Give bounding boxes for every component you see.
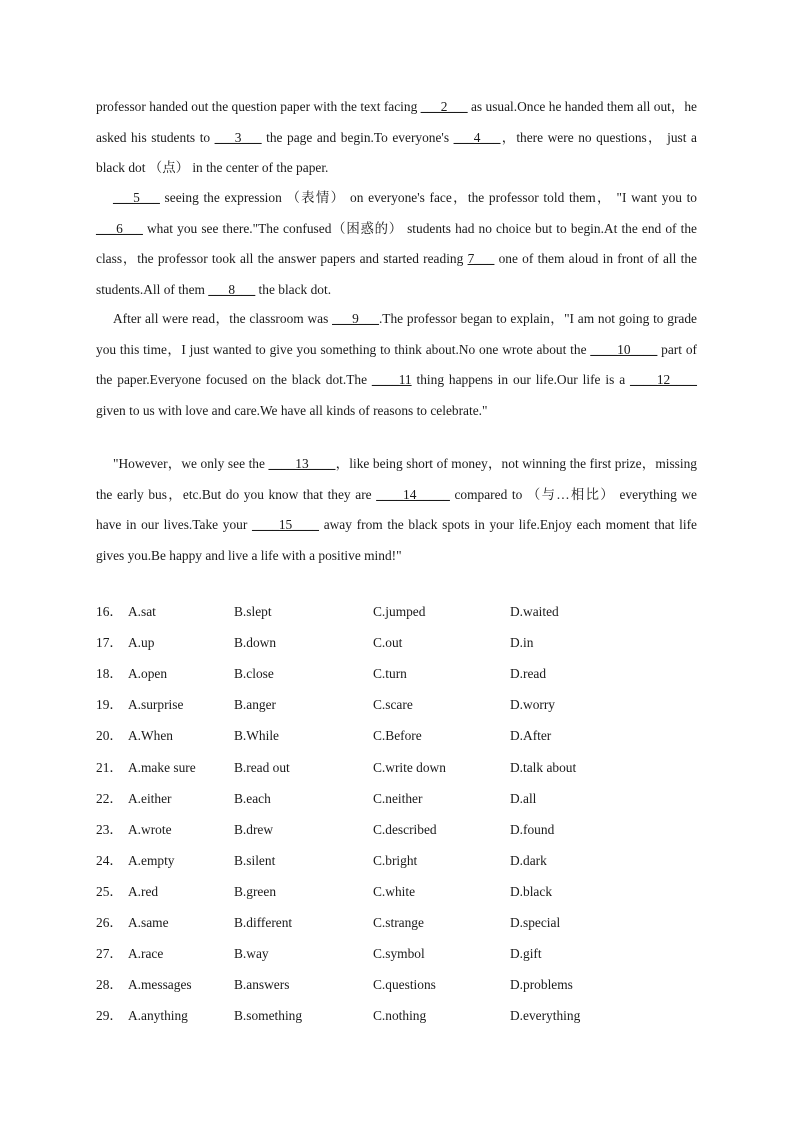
option-d: D.After bbox=[510, 728, 552, 744]
passage-text: ，like being short of money，not winning the first prize，missing the early bus，etc.But do you know that they are bbox=[96, 456, 697, 502]
passage-text: .The professor began to explain，"I am not going to grade you this time，I just wanted to give you something to think about.No one wrote about the bbox=[96, 311, 697, 357]
answer-blank: ___8___ bbox=[208, 281, 256, 297]
option-d: D.problems bbox=[510, 977, 573, 993]
passage-text: After all were read，the classroom was bbox=[113, 311, 333, 326]
option-a: A.open bbox=[128, 666, 168, 682]
option-a: A.make sure bbox=[128, 759, 196, 775]
option-d: D.black bbox=[510, 883, 553, 899]
passage-text: seeing the expression （表情） on everyone's face，the professor told them， "I want you to bbox=[159, 190, 697, 205]
option-a: A.wrote bbox=[128, 821, 172, 837]
option-a: A.same bbox=[128, 915, 169, 930]
answer-blank: ____12____ bbox=[630, 372, 697, 387]
passage-text: thing happens in our life.Our life is a bbox=[411, 372, 631, 387]
option-a: A.red bbox=[128, 883, 159, 899]
answer-blank: ___3___ bbox=[214, 129, 262, 145]
option-c: C.write down bbox=[373, 759, 446, 775]
option-c: C.strange bbox=[373, 915, 424, 930]
answer-blank: ___2___ bbox=[420, 99, 468, 114]
option-c: C.symbol bbox=[373, 946, 425, 962]
answer-blank: ___5___ bbox=[113, 190, 160, 205]
question-number: 22． bbox=[96, 790, 123, 806]
question-number: 19． bbox=[96, 697, 123, 713]
option-b: B.down bbox=[234, 635, 277, 651]
option-a: A.empty bbox=[128, 852, 175, 868]
passage-text: given to us with love and care.We have all kinds of reasons to celebrate." bbox=[96, 402, 488, 418]
option-b: B.silent bbox=[234, 852, 276, 868]
option-b: B.close bbox=[234, 666, 274, 682]
option-c: C.nothing bbox=[373, 1008, 427, 1024]
option-b: B.anger bbox=[234, 697, 277, 713]
passage-text: away from the black spots in your life.Enjoy each moment that life gives you.Be happy and live a life with a positive mind!" bbox=[96, 517, 697, 563]
question-number: 29． bbox=[96, 1008, 123, 1024]
option-d: D.everything bbox=[510, 1008, 581, 1024]
option-a: A.messages bbox=[128, 977, 192, 993]
option-d: D.found bbox=[510, 821, 555, 837]
option-b: B.each bbox=[234, 790, 271, 806]
option-c: C.jumped bbox=[373, 604, 426, 619]
answer-blank: ____10____ bbox=[590, 341, 658, 357]
passage-text: ，there were no questions， just a black dot （点） in the center of the paper. bbox=[96, 129, 697, 175]
option-b: B.green bbox=[234, 883, 277, 899]
option-a: A.up bbox=[128, 635, 155, 651]
question-number: 21． bbox=[96, 759, 123, 775]
option-a: A.surprise bbox=[128, 697, 184, 713]
question-number: 26． bbox=[96, 915, 123, 930]
answer-blank: ___6___ bbox=[96, 220, 143, 236]
passage-paragraph bbox=[96, 449, 697, 571]
question-number: 24． bbox=[96, 852, 123, 868]
option-c: C.turn bbox=[373, 666, 407, 682]
option-d: D.special bbox=[510, 915, 561, 930]
question-number: 25． bbox=[96, 883, 123, 899]
passage-text: part of the paper.Everyone focused on the black dot.The bbox=[96, 341, 697, 387]
option-d: D.dark bbox=[510, 852, 547, 868]
option-c: C.white bbox=[373, 883, 416, 899]
option-c: C.Before bbox=[373, 728, 422, 744]
question-number: 28． bbox=[96, 977, 123, 993]
question-number: 18． bbox=[96, 666, 123, 682]
answer-blank: ____11 bbox=[371, 372, 412, 387]
answer-blank: ____15____ bbox=[252, 517, 319, 532]
option-c: C.out bbox=[373, 635, 403, 651]
answer-blank: ____14_____ bbox=[376, 486, 450, 502]
passage-text: what you see there."The confused（困惑的） students had no choice but to begin.At the end of the class，the professor took all the answer papers and started reading bbox=[96, 220, 697, 266]
passage-text: as usual.Once he handed them all out，he asked his students to bbox=[96, 99, 697, 145]
option-a: A.anything bbox=[128, 1008, 188, 1024]
answer-blank: ___4___ bbox=[453, 129, 501, 145]
option-d: D.worry bbox=[510, 697, 555, 713]
option-a: A.race bbox=[128, 946, 164, 962]
option-d: D.gift bbox=[510, 946, 542, 962]
option-b: B.slept bbox=[234, 604, 272, 619]
passage-text: one of them aloud in front of all the students.All of them bbox=[96, 251, 697, 297]
passage-paragraph bbox=[96, 304, 697, 426]
question-number: 27． bbox=[96, 946, 123, 962]
option-a: A.sat bbox=[128, 604, 156, 619]
option-b: B.something bbox=[234, 1008, 303, 1024]
option-c: C.bright bbox=[373, 852, 418, 868]
option-c: C.questions bbox=[373, 977, 436, 993]
option-a: A.When bbox=[128, 728, 173, 744]
option-d: D.in bbox=[510, 635, 534, 651]
option-c: C.described bbox=[373, 821, 437, 837]
option-c: C.neither bbox=[373, 790, 423, 806]
passage-paragraph bbox=[96, 92, 697, 184]
option-b: B.answers bbox=[234, 977, 290, 993]
option-b: B.different bbox=[234, 915, 293, 930]
option-d: D.waited bbox=[510, 604, 559, 619]
option-d: D.all bbox=[510, 790, 537, 806]
passage-paragraph bbox=[96, 183, 697, 305]
answer-blank: ____13____ bbox=[268, 456, 336, 471]
answer-blank: ___9___ bbox=[332, 311, 379, 326]
option-c: C.scare bbox=[373, 697, 413, 713]
answer-blank: 7___ bbox=[467, 251, 495, 266]
option-b: B.read out bbox=[234, 759, 290, 775]
passage-text: the page and begin.To everyone's bbox=[261, 129, 454, 145]
question-number: 17． bbox=[96, 635, 123, 651]
option-a: A.either bbox=[128, 790, 172, 806]
passage-text: professor handed out the question paper with the text facing bbox=[96, 99, 421, 114]
passage-text: compared to （与…相比） everything we have in our lives.Take your bbox=[96, 486, 697, 532]
question-number: 16． bbox=[96, 604, 123, 619]
question-number: 20． bbox=[96, 728, 123, 744]
option-d: D.talk about bbox=[510, 759, 577, 775]
option-b: B.drew bbox=[234, 821, 274, 837]
option-b: B.way bbox=[234, 946, 269, 962]
option-b: B.While bbox=[234, 728, 279, 744]
passage-text: "However，we only see the bbox=[113, 456, 269, 471]
passage-text: the black dot. bbox=[255, 281, 332, 297]
option-d: D.read bbox=[510, 666, 547, 682]
question-number: 23． bbox=[96, 821, 123, 837]
